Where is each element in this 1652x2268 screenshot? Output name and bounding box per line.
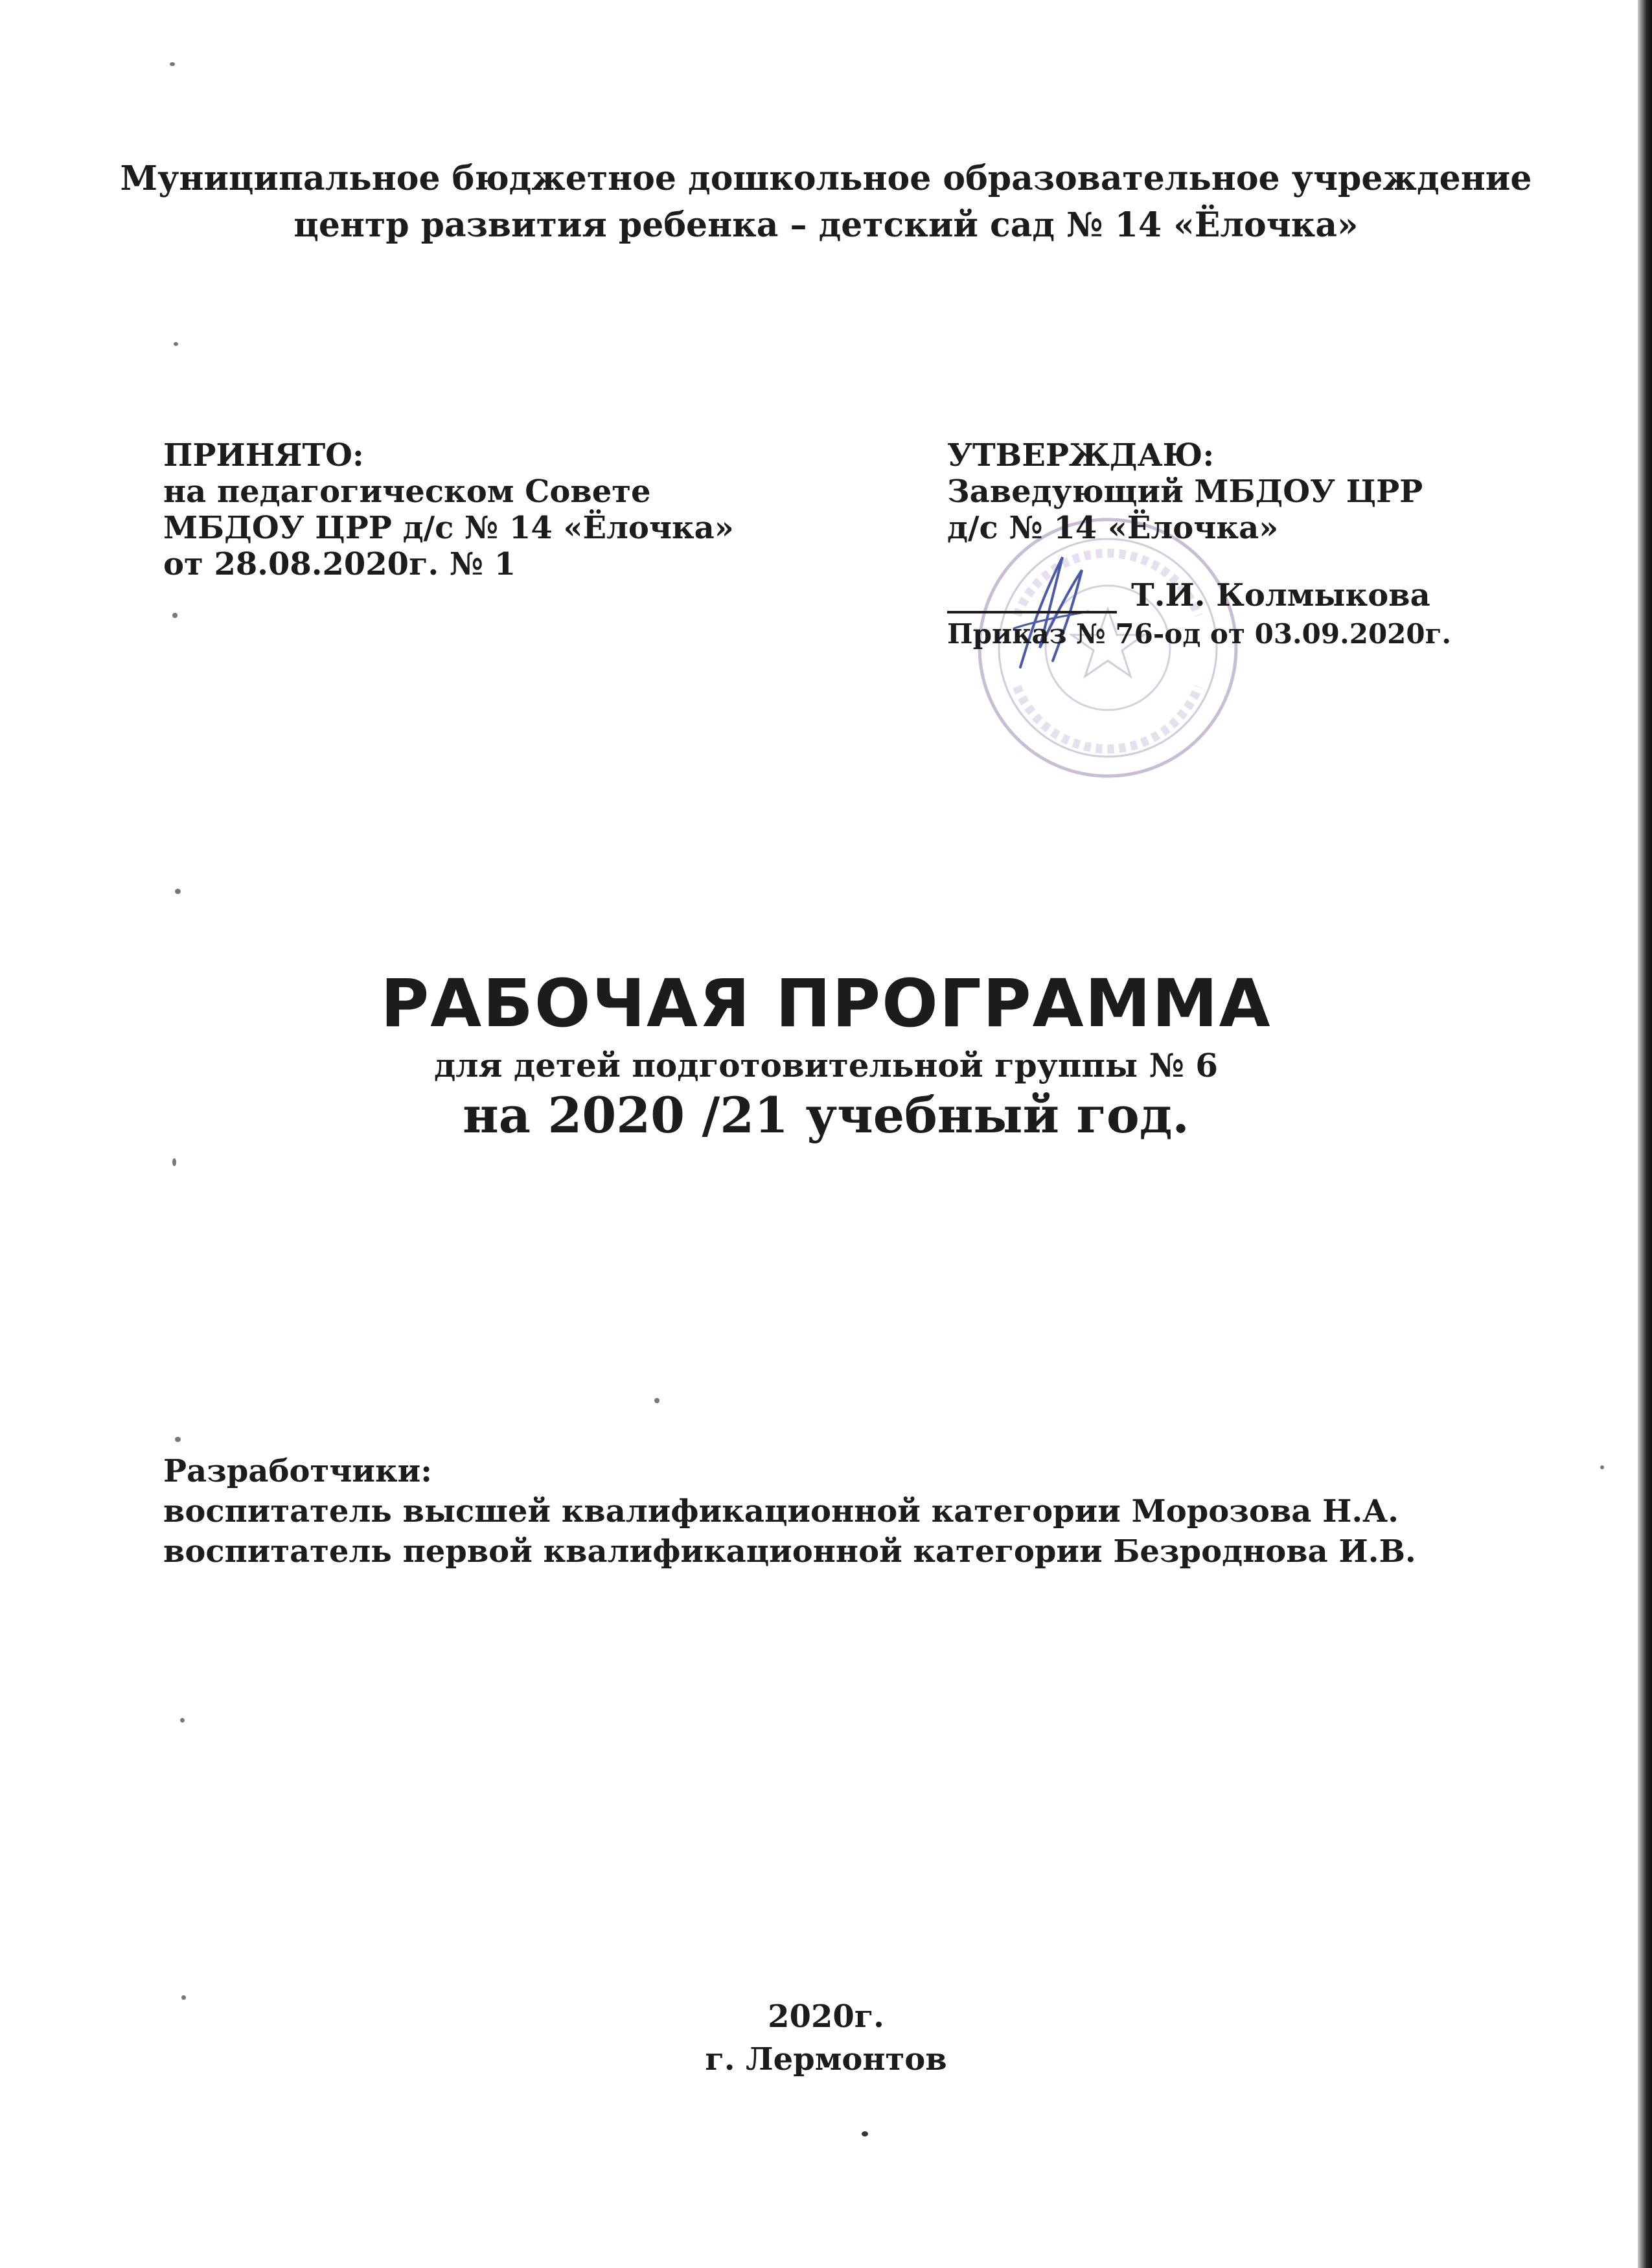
scan-speck	[175, 1437, 181, 1442]
approval-order: Приказ № 76-од от 03.09.2020г.	[947, 618, 1451, 650]
scan-speck	[180, 1718, 185, 1723]
institution-name-line1: Муниципальное бюджетное дошкольное образовательное учреждение	[120, 159, 1532, 198]
developer-2: воспитатель первой квалификационной категории Безроднова И.В.	[163, 1533, 1416, 1570]
footer-year: 2020г.	[768, 1999, 884, 2035]
developers-block	[163, 1451, 1416, 1572]
scan-speck	[170, 62, 175, 66]
academic-year: на 2020 /21 учебный год.	[463, 1086, 1189, 1144]
scan-speck	[862, 2131, 868, 2136]
approved-line1: Заведующий МБДОУ ЦРР	[947, 474, 1423, 510]
institution-header	[0, 155, 1652, 249]
approved-block	[947, 437, 1451, 652]
approved-heading: УТВЕРЖДАЮ:	[947, 437, 1215, 474]
approved-line2: д/с № 14 «Ёлочка»	[947, 510, 1279, 546]
accepted-line2: МБДОУ ЦРР д/с № 14 «Ёлочка»	[163, 510, 734, 546]
developers-heading: Разработчики:	[163, 1453, 432, 1489]
footer-block	[0, 1995, 1652, 2081]
accepted-line3: от 28.08.2020г. № 1	[163, 546, 516, 582]
document-title: РАБОЧАЯ ПРОГРАММА	[380, 965, 1272, 1042]
scan-speck	[174, 342, 178, 346]
title-block	[0, 965, 1652, 1145]
institution-name-line2: центр развития ребенка – детский сад № 14 «Ёлочка»	[293, 205, 1359, 245]
accepted-line1: на педагогическом Совете	[163, 474, 651, 510]
scan-speck	[172, 1158, 176, 1166]
footer-city: г. Лермонтов	[705, 2041, 947, 2078]
developer-1: воспитатель высшей квалификационной категории Морозова Н.А.	[163, 1493, 1399, 1529]
signatory-name: Т.И. Колмыкова	[1131, 577, 1430, 613]
signature-row	[947, 577, 1451, 613]
accepted-heading: ПРИНЯТО:	[163, 437, 364, 474]
signature-line	[947, 582, 1117, 613]
scan-speck	[172, 613, 178, 618]
scan-speck	[1600, 1465, 1604, 1469]
document-subtitle: для детей подготовительной группы № 6	[433, 1046, 1219, 1084]
scan-speck	[654, 1398, 660, 1403]
accepted-block	[163, 437, 734, 582]
scan-speck	[175, 889, 181, 894]
